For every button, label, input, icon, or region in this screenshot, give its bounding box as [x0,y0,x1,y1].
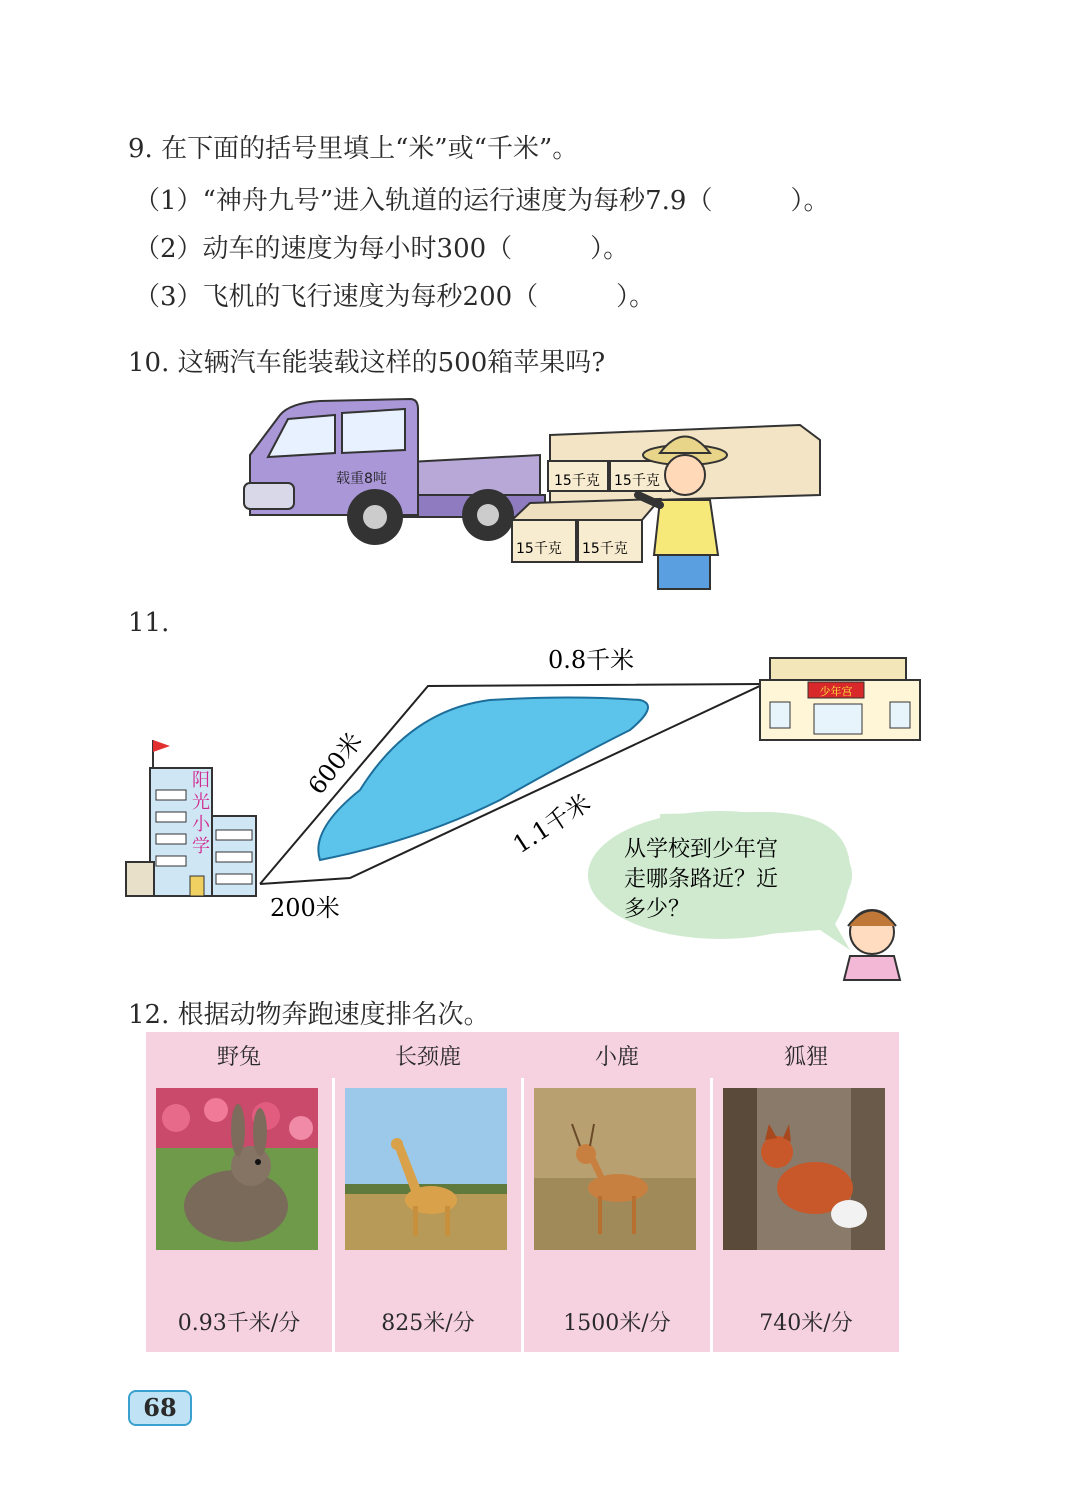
school-name-char: 学 [192,836,210,857]
animal-name-header: 野兔 [216,1045,261,1070]
fawn-photo [534,1088,696,1250]
animal-cell-hare [146,1078,332,1352]
animal-cell-fox [713,1078,899,1352]
palace-sign: 少年宫 [819,685,853,698]
q10-title: 10. 这辆汽车能装载这样的500箱苹果吗? [128,348,606,378]
lake [318,698,648,861]
q12-title: 12. 根据动物奔跑速度排名次。 [128,1000,490,1030]
animal-speed: 740米/分 [759,1311,853,1336]
hare-photo [156,1088,318,1250]
school-name-char: 阳 [192,770,210,791]
animal-speed-table [146,1032,899,1352]
truck-illustration [244,399,545,545]
school-building [126,740,256,896]
speech-line: 走哪条路近？近 [624,867,779,892]
route-map-diagram [120,640,940,990]
box-label: 15千克 [516,541,562,557]
box-label: 15千克 [554,473,600,489]
animal-cell-fawn [524,1078,710,1352]
animal-speed: 825米/分 [381,1311,475,1336]
top-distance-label: 0.8千米 [548,646,635,674]
q9-item-1: （1）“神舟九号”进入轨道的运行速度为每秒7.9（ ）。 [134,186,830,216]
animal-name-header: 小鹿 [594,1045,639,1070]
girl-illustration [844,910,900,980]
animal-speed: 0.93千米/分 [177,1311,301,1336]
diagonal-distance-label: 1.1千米 [508,788,596,860]
school-name-char: 光 [192,792,210,813]
page-number: 68 [128,1390,192,1426]
q9-item-3: （3）飞机的飞行速度为每秒200（ ）。 [134,282,656,312]
fox-photo [723,1088,885,1250]
animal-cell-giraffe [335,1078,521,1352]
speech-line: 多少？ [624,897,691,922]
q9-title: 9. 在下面的括号里填上“米”或“千米”。 [128,134,579,164]
q11-number: 11. [128,608,170,638]
truck-load-label: 载重8吨 [336,471,387,487]
bottom-distance-label: 200米 [270,894,340,922]
school-name-char: 小 [192,814,210,835]
truck-and-boxes-illustration [240,395,830,595]
left-distance-label: 600米 [302,727,368,800]
q9-item-2: （2）动车的速度为每小时300（ ）。 [134,234,630,264]
animal-speed: 1500米/分 [563,1311,671,1336]
animal-name-header: 狐狸 [783,1045,828,1070]
speech-line: 从学校到少年宫 [624,837,779,862]
box-label: 15千克 [582,541,628,557]
giraffe-photo [345,1088,507,1250]
farmer-illustration [638,437,727,590]
box-label: 15千克 [614,473,660,489]
youth-palace-building [760,658,920,740]
animal-name-header: 长颈鹿 [394,1045,461,1070]
